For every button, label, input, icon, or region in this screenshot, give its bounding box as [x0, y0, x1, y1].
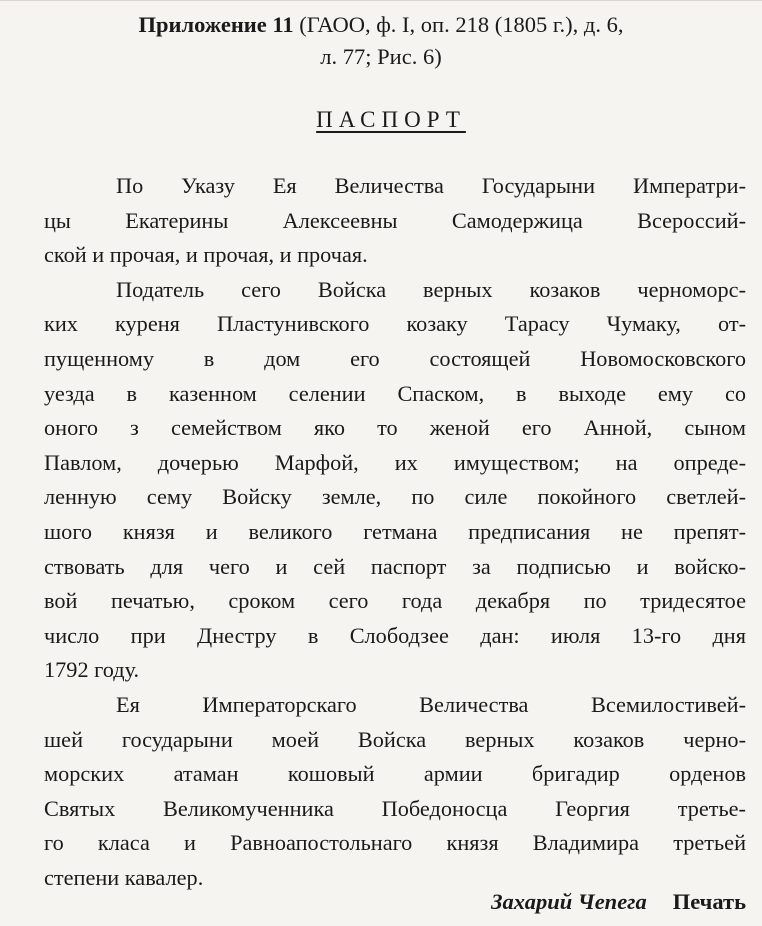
- paragraph-3-line-1: Ея Императорскаго Величества Всемилостивей-: [116, 691, 746, 717]
- paragraph-3-line-5: го класа и Равноапостольнаго князя Владимира третьей: [44, 830, 746, 856]
- appendix-label: Приложение 11: [138, 12, 294, 37]
- paragraph-2-line-9: ствовать для чего и сей паспорт за подписью и войско-: [44, 553, 746, 579]
- paragraph-2-line-1: Податель сего Войска верных козаков черноморс-: [116, 276, 746, 302]
- archive-reference-1: (ГАОО, ф. I, оп. 218 (1805 г.), д. 6,: [293, 12, 624, 37]
- heading-line-1: [20, 9, 742, 41]
- paragraph-2-line-3: пущенному в дом его состоящей Новомосковского: [44, 345, 746, 371]
- document-title: ПАСПОРТ: [316, 107, 466, 132]
- paragraph-2-line-6: Павлом, дочерью Марфой, их имуществом; на опреде-: [44, 449, 746, 475]
- paragraph-3-line-3: морских атаман кошовый армии бригадир орденов: [44, 761, 746, 787]
- archive-reference-2: л. 77; Рис. 6): [320, 44, 442, 69]
- paragraph-2-line-10: вой печатью, сроком сего года декабря по тридесятое: [44, 588, 746, 614]
- appendix-heading: [20, 9, 742, 73]
- paragraph-2-line-8: шого князя и великого гетмана предписания не препят-: [44, 518, 746, 544]
- paragraph-2-line-2: ких куреня Пластунивского козаку Тарасу Чумаку, от-: [44, 311, 746, 337]
- paragraph-2-line-7: ленную сему Войску земле, по силе покойного светлей-: [44, 484, 746, 510]
- paragraph-2-line-5: оного з семейством яко то женой его Анной, сыном: [44, 415, 746, 441]
- paragraph-2-line-12: 1792 году.: [44, 657, 140, 683]
- document-body: [44, 169, 746, 895]
- paragraph-2-line-4: уезда в казенном селении Спаском, в выходе ему со: [44, 380, 746, 406]
- paragraph-1-line-1: По Указу Ея Величества Государыни Императри-: [116, 173, 746, 198]
- paragraph-3-line-4: Святых Великомученника Победоносца Георгия третье-: [44, 795, 746, 821]
- paragraph-3-line-2: шей государыни моей Войска верных козаков черно-: [44, 726, 746, 752]
- paragraph-1-line-2: цы Екатерины Алексеевны Самодержица Всероссий-: [44, 207, 746, 233]
- signature-line: [491, 885, 746, 919]
- paragraph-3-line-6: степени кавалер.: [44, 864, 204, 890]
- seal-label: Печать: [672, 889, 746, 914]
- paragraph-1-line-3: ской и прочая, и прочая, и прочая.: [44, 242, 368, 268]
- paragraph-2-line-11: число при Днестру в Слободзее дан: июля 13-го дня: [44, 622, 746, 648]
- signatory-name: Захарий Чепега: [491, 889, 647, 914]
